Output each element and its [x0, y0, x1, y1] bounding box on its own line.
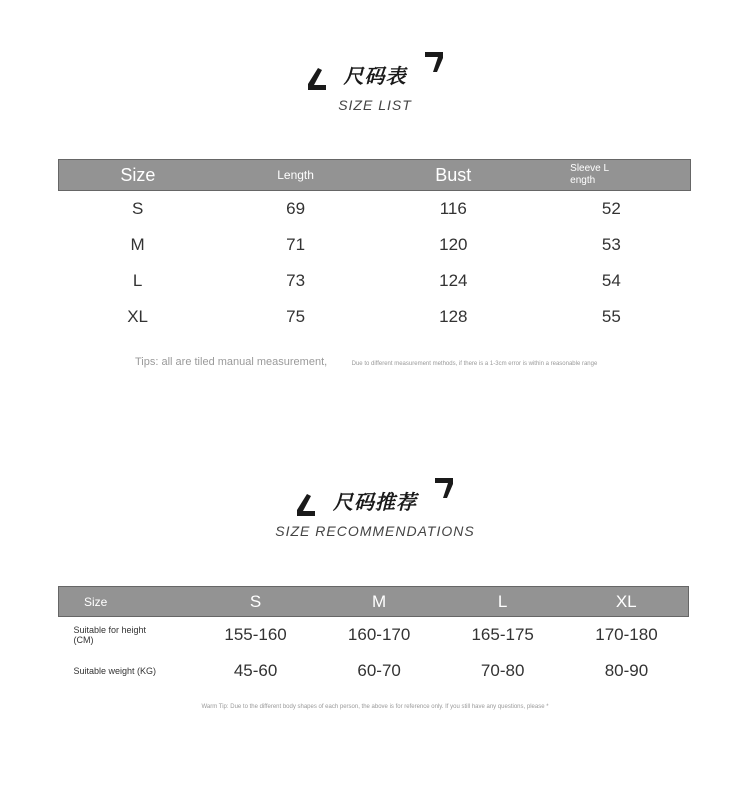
cell-length: 75 — [286, 307, 306, 326]
table-row — [59, 191, 691, 228]
cell-weight: 70-80 — [480, 661, 525, 680]
header-length: Length — [217, 160, 375, 191]
size-list-title-zh: 尺码表 — [343, 64, 407, 88]
cell-length: 73 — [286, 271, 306, 290]
table-row — [59, 653, 689, 689]
table-row — [59, 617, 689, 654]
header-xl: XL — [564, 587, 688, 617]
row-label-height: Suitable for height (CM) — [73, 625, 147, 645]
left-bracket-icon — [304, 66, 328, 92]
cell-bust: 116 — [439, 199, 467, 218]
right-bracket-icon — [433, 476, 457, 502]
header-sleeve-length: Sleeve L ength — [532, 160, 690, 191]
cell-size: XL — [127, 307, 148, 326]
cell-size: S — [131, 199, 144, 218]
table-row — [59, 299, 691, 335]
cell-weight: 80-90 — [604, 661, 649, 680]
size-list-title-en: SIZE LIST — [338, 97, 412, 113]
cell-size: M — [130, 235, 145, 254]
cell-sleeve: 54 — [601, 271, 621, 290]
cell-length: 71 — [286, 235, 306, 254]
measurement-tips — [135, 352, 597, 370]
row-label-weight: Suitable weight (KG) — [73, 666, 157, 676]
cell-size: L — [132, 271, 143, 290]
size-recommendations-title-zh: 尺码推荐 — [333, 490, 417, 514]
header-size: Size — [59, 160, 217, 191]
cell-height: 165-175 — [471, 625, 534, 644]
cell-length: 69 — [286, 199, 306, 218]
cell-sleeve: 55 — [601, 307, 621, 326]
header-bust: Bust — [374, 160, 532, 191]
cell-weight: 60-70 — [357, 661, 401, 680]
cell-sleeve: 53 — [601, 235, 621, 254]
cell-sleeve: 52 — [601, 199, 621, 218]
cell-weight: 45-60 — [233, 661, 278, 680]
warm-tip: Warm Tip: Due to the different body shapes of each person, the above is for reference only. If you still have any questions, please * — [201, 704, 549, 710]
table-row — [59, 227, 691, 263]
left-bracket-icon — [293, 492, 317, 518]
header-s: S — [194, 587, 318, 617]
tips-note: Due to different measurement methods, if there is a 1-3cm error is within a reasonable range — [351, 361, 598, 367]
cell-bust: 124 — [439, 271, 468, 290]
header-size: Size — [59, 587, 194, 617]
size-recommendations-title-en: SIZE RECOMMENDATIONS — [275, 523, 475, 539]
cell-bust: 128 — [439, 307, 468, 326]
cell-height: 160-170 — [347, 625, 411, 644]
header-l: L — [441, 587, 565, 617]
right-bracket-icon — [423, 50, 447, 76]
size-list-header-row — [59, 160, 691, 191]
cell-bust: 120 — [439, 235, 468, 254]
size-list-heading — [0, 60, 750, 113]
cell-height: 155-160 — [224, 625, 287, 644]
size-list-table — [58, 159, 691, 335]
header-m: M — [317, 587, 441, 617]
size-recommendations-table — [58, 586, 689, 689]
tips-text: Tips: all are tiled manual measurement, — [135, 356, 328, 368]
recommend-header-row — [59, 587, 689, 617]
size-recommendations-heading — [0, 486, 750, 539]
table-row — [59, 263, 691, 299]
cell-height: 170-180 — [595, 625, 658, 644]
